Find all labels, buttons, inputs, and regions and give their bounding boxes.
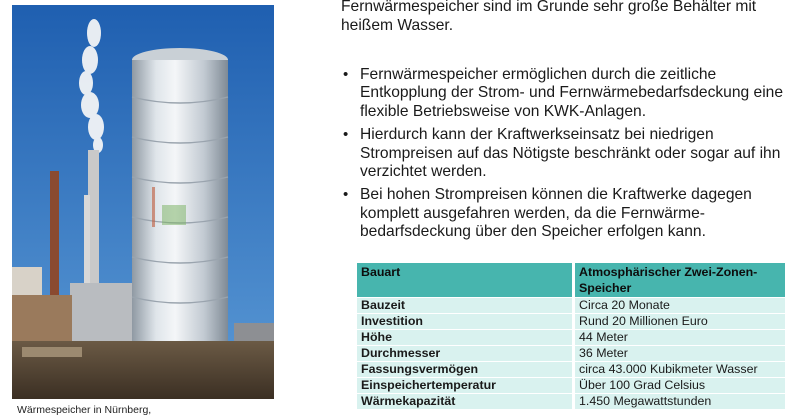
bullet-list	[341, 66, 803, 247]
row-value: circa 43.000 Kubikmeter Wasser	[572, 362, 785, 377]
table-row	[357, 298, 785, 313]
row-value: Über 100 Grad Celsius	[572, 378, 785, 393]
row-label: Durchmesser	[357, 346, 572, 361]
table-row	[357, 330, 785, 345]
row-value: 36 Meter	[572, 346, 785, 361]
bullet-item: • Hierdurch kann der Kraftwerkseinsatz bei niedrigen Strompreisen auf das Nötigste beschränkt oder sogar auf ihn verzichtet werden.	[341, 126, 803, 181]
table-row	[357, 346, 785, 361]
row-label: Einspeichertemperatur	[357, 378, 572, 393]
row-value: Circa 20 Monate	[572, 298, 785, 313]
bullet-item: • Fernwärmespeicher ermöglichen durch die zeitliche Entkopplung der Strom- und Fernwärmebedarfsdeckung eine flexible Betriebsweise von KWK-Anlagen.	[341, 66, 803, 121]
table-row	[357, 314, 785, 329]
row-value: 44 Meter	[572, 330, 785, 345]
row-label: Bauzeit	[357, 298, 572, 313]
header-label: Bauart	[357, 263, 572, 297]
storage-tank-photo	[12, 5, 274, 399]
photo-caption: Wärmespeicher in Nürnberg,	[17, 404, 152, 416]
table-row	[357, 394, 785, 409]
row-label: Wärmekapazität	[357, 394, 572, 409]
row-value: 1.450 Megawattstunden	[572, 394, 785, 409]
row-label: Fassungsvermögen	[357, 362, 572, 377]
row-value: Rund 20 Millionen Euro	[572, 314, 785, 329]
row-label: Höhe	[357, 330, 572, 345]
table-header-row	[357, 263, 785, 297]
table-row	[357, 378, 785, 393]
header-value: Atmosphärischer Zwei-Zonen-Speicher	[572, 263, 785, 297]
photo-illustration	[12, 5, 274, 399]
intro-text: Fernwärmespeicher sind im Grunde sehr große Behälter mit heißem Wasser.	[341, 0, 757, 34]
specs-table	[357, 262, 785, 410]
row-label: Investition	[357, 314, 572, 329]
table-row	[357, 362, 785, 377]
bullet-item: • Bei hohen Strompreisen können die Kraftwerke dagegen komplett ausgefahren werden, da die Fernwärme-bedarfsdeckung über den Speicher erfolgen kann.	[341, 186, 803, 241]
